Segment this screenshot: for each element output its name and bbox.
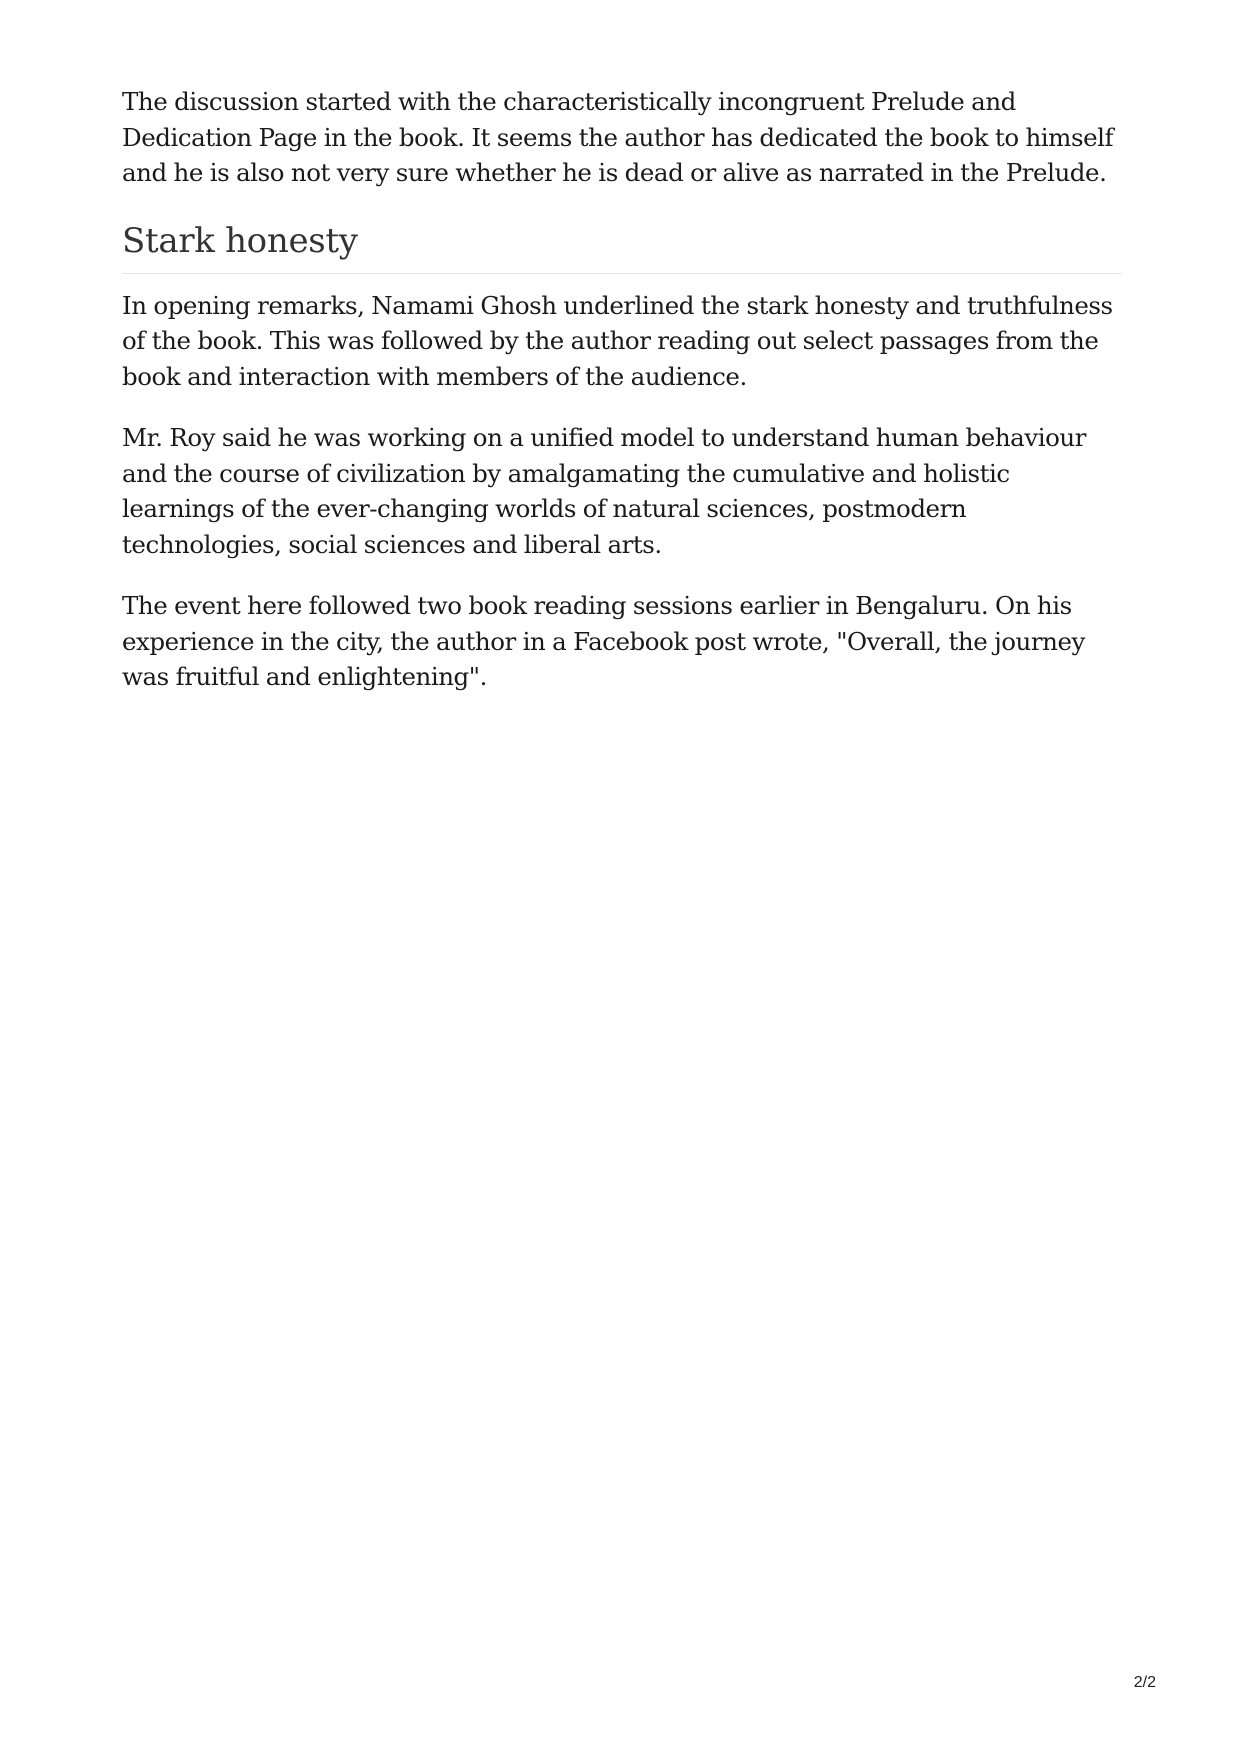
intro-paragraph: The discussion started with the characteristically incongruent Prelude and Dedication Page in the book. It seems the author has dedicated the book to himself and he is also not very sure whether he is dead or alive as narrated in the Prelude.	[122, 87, 1114, 187]
section-subheading: Stark honesty	[122, 219, 1122, 274]
article-body	[122, 84, 1122, 695]
page-number: 2/2	[1133, 1674, 1156, 1691]
paragraph-unified-model: Mr. Roy said he was working on a unified model to understand human behaviour and the course of civilization by amalgamating the cumulative and holistic learnings of the ever-changing worlds of natural sciences, postmodern technologies, social sciences and liberal arts.	[122, 423, 1086, 559]
paragraph-event-bengaluru: The event here followed two book reading sessions earlier in Bengaluru. On his experience in the city, the author in a Facebook post wrote, "Overall, the journey was fruitful and enlightening".	[122, 591, 1085, 691]
paragraph-opening-remarks: In opening remarks, Namami Ghosh underlined the stark honesty and truthfulness of the book. This was followed by the author reading out select passages from the book and interaction with members of the audience.	[122, 290, 1113, 391]
